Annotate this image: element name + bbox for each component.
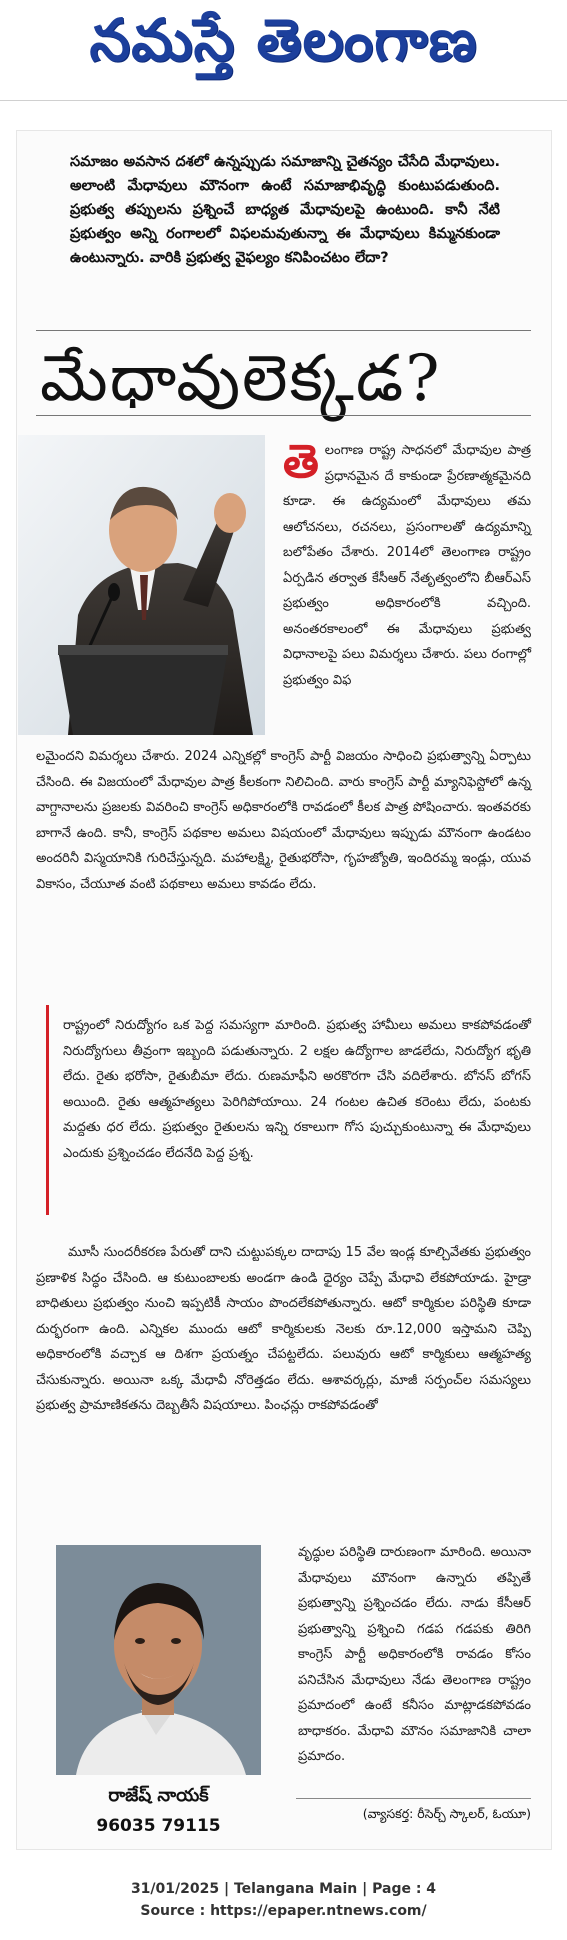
masthead-title: నమస్తే తెలంగాణ — [89, 6, 478, 74]
speaker-illustration-svg — [18, 435, 265, 735]
author-photo-svg — [56, 1545, 261, 1775]
masthead-divider — [0, 100, 567, 101]
page-footer — [0, 1878, 567, 1922]
article-paragraph-1b: లమైందని విమర్శలు చేశారు. 2024 ఎన్నికల్లో కాంగ్రెస్ పార్టీ విజయం సాధించి ప్రభుత్వాన్ని ఏర్పాటు చేసింది. ఈ విజయంలో మేధావుల పాత్ర కీలకంగా నిలిచింది. వారు కాంగ్రెస్ పార్టీ మ్యానిఫెస్టోలో ఉన్న వాగ్దానాలను ప్రజలకు వివరించి కాంగ్రెస్ అధికారంలోకి రావడంలో కీలక పాత్ర పోషించారు. ఇంతవరకు బాగానే ఉంది. కానీ, కాంగ్రెస్ పథకాల అమలు విషయంలో మేధావులు ఇప్పుడు మౌనంగా ఉండటం అందరినీ విస్మయానికి గురిచేస్తున్నది. మహాలక్ష్మి, రైతుభరోసా, గృహజ్యోతి, ఇందిరమ్మ ఇండ్లు, యువ వికాసం, చేయూత వంటి పథకాలు అమలు కావడం లేదు. — [36, 749, 531, 892]
highlight-box — [46, 1005, 531, 1215]
article-lead: సమాజం అవసాన దశలో ఉన్నప్పుడు సమాజాన్ని చైతన్యం చేసేది మేధావులు. అలాంటి మేధావులు మౌనంగా ఉంటే సమాజాభివృద్ధి కుంటుపడుతుంది. ప్రభుత్వ తప్పులను ప్రశ్నించే బాధ్యత మేధావులపై ఉంటుంది. కానీ నేటి ప్రభుత్వం అన్ని రంగాలలో విఫలమవుతున్నా ఈ మేధావులు కిమ్మనకుండా ఉంటున్నారు. వారికి ప్రభుత్వ వైఫల్యం కనిపించటం లేదా? — [70, 154, 500, 266]
lead-divider — [36, 330, 531, 331]
author-role-divider — [296, 1798, 531, 1799]
author-name: రాజేష్ నాయక్ — [108, 1785, 209, 1806]
article-headline: మేధావులెక్కడ? — [40, 342, 442, 416]
footer-source-line: Source : https://epaper.ntnews.com/ — [140, 1903, 427, 1919]
article-dropcap: తె — [283, 434, 319, 488]
article-paragraph-1a: లంగాణ రాష్ట్ర సాధనలో మేధావుల పాత్ర ప్రధానమైన దే కాకుండా ప్రేరణాత్మకమైనది కూడా. ఈ ఉద్యమంలో మేధావులు తమ ఆలోచనలు, రచనలు, ప్రసంగాలతో ఉద్యమాన్ని బలోపేతం చేశారు. 2014లో తెలంగాణ రాష్ట్రం ఏర్పడిన తర్వాత కేసీఆర్ నేతృత్వంలోని బీఆర్ఎస్ ప్రభుత్వం అధికారంలోకి వచ్చింది. అనంతరకాలంలో ఈ మేధావులు ప్రభుత్వ విధానాలపై పలు విమర్శలు చేశారు. పలు రంగాల్లో ప్రభుత్వం విఫ — [283, 443, 531, 688]
footer-edition-line: 31/01/2025 | Telangana Main | Page : 4 — [130, 1881, 437, 1897]
author-role: (వ్యాసకర్త: రీసెర్చ్ స్కాలర్, ఓయూ) — [362, 1806, 531, 1821]
article-paragraph-2a: మూసీ సుందరీకరణ పేరుతో దాని చుట్టుపక్కల దాదాపు 15 వేల ఇండ్ల కూల్చివేతకు ప్రభుత్వం ప్రణాళిక సిద్ధం చేసింది. ఆ కుటుంబాలకు అండగా ఉండి ధైర్యం చెప్పే మేధావి లేకపోయాడు. హైడ్రా బాధితులు ప్రభుత్వం నుంచి ఇప్పటికీ సాయం పొందలేకపోతున్నారు. ఆటో కార్మికుల పరిస్థితి కూడా దుర్భరంగా ఉంది. ఎన్నికల ముందు ఆటో కార్మికులకు నెలకు రూ.12,000 ఇస్తామని చెప్పి అధికారంలోకి వచ్చాక ఆ దిశగా ప్రయత్నం చేపట్టలేదు. పలువురు ఆటో కార్మికులు ఆత్మహత్య చేసుకున్నారు. అయినా ఒక్క మేధావీ నోరెత్తడం లేదు. ఆశావర్కర్లు, మాజీ సర్పంచ్‌ల సమస్యలు ప్రభుత్వ ప్రామాణికతను దెబ్బతీసే విషయాలు. పింఛన్లు రాకపోవడంతో — [36, 1245, 531, 1413]
author-photo — [56, 1545, 261, 1775]
speaker-illustration — [18, 435, 265, 735]
highlight-box-text: రాష్ట్రంలో నిరుద్యోగం ఒక పెద్ద సమస్యగా మారింది. ప్రభుత్వ హామీలు అమలు కాకపోవడంతో నిరుద్యోగులు తీవ్రంగా ఇబ్బంది పడుతున్నారు. 2 లక్షల ఉద్యోగాల జాడలేదు, నిరుద్యోగ భృతి లేదు. రైతు భరోసా, రైతుబీమా లేదు. రుణమాఫీని అరకొరగా చేసి వదిలేశారు. బోనస్ బోగస్ అయింది. రైతు ఆత్మహత్యలు పెరిగిపోయాయి. 24 గంటల ఉచిత కరెంటు లేదు, పంటకు మద్దతు ధర లేదు. ప్రభుత్వం రైతులను ఇన్ని రకాలుగా గోస పుచ్చుకుంటున్నా ఈ మేధావులు ఎందుకు ప్రశ్నించడం లేదనేది పెద్ద ప్రశ్న. — [63, 1018, 531, 1161]
author-phone: 96035 79115 — [96, 1816, 221, 1836]
article-paragraph-2b: వృద్ధుల పరిస్థితి దారుణంగా మారింది. అయినా మేధావులు మౌనంగా ఉన్నారు తప్పితే ప్రభుత్వాన్ని ప్రశ్నించడం లేదు. నాడు కేసీఆర్ ప్రభుత్వాన్ని ప్రశ్నించి గడప గడపకు తిరిగి కాంగ్రెస్ పార్టీ అధికారంలోకి రావడం కోసం పనిచేసిన మేధావులు నేడు తెలంగాణ రాష్ట్రం ప్రమాదంలో ఉంటే కనీసం మాట్లాడకపోవడం బాధాకరం. మేధావి మౌనం సమాజానికి చాలా ప్రమాదం. — [298, 1545, 531, 1764]
article-column-1 — [283, 434, 531, 693]
headline-divider — [36, 415, 531, 416]
masthead — [0, 0, 567, 95]
